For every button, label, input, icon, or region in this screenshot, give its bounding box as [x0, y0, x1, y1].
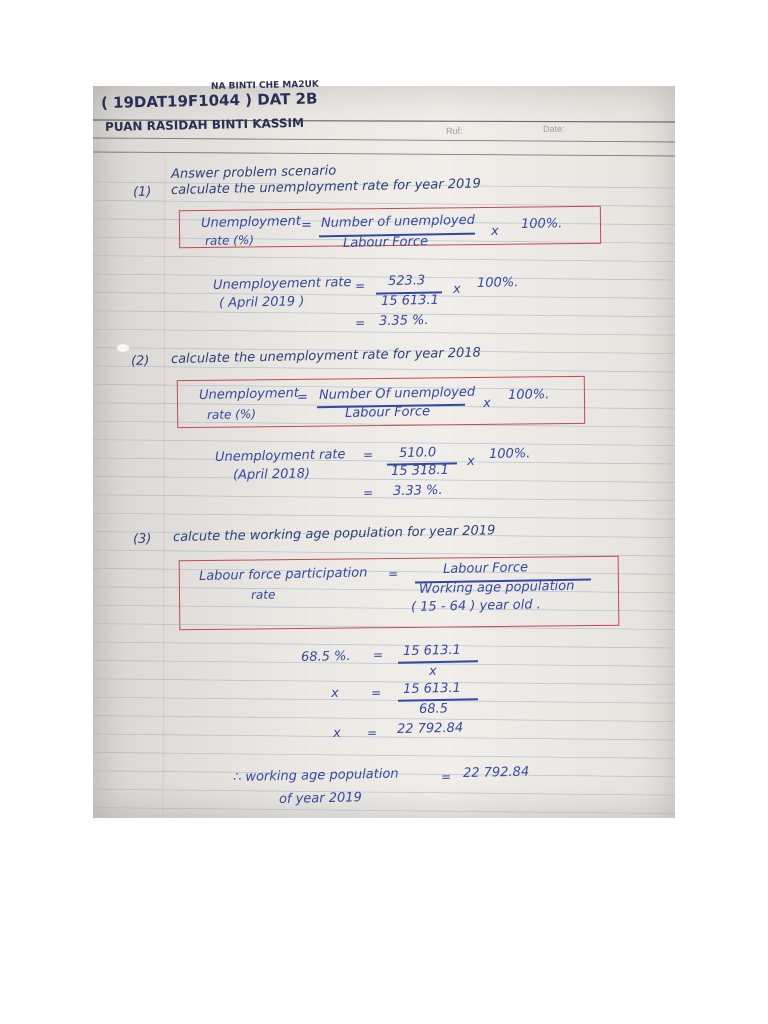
student-name-partial: NA BINTI CHE MA2UK — [210, 79, 319, 92]
ruled-line — [93, 476, 675, 482]
q1-calc-result: 3.35 %. — [378, 312, 429, 329]
ruled-line — [93, 660, 675, 666]
q2-calc-label-1: Unemployment rate — [214, 447, 346, 465]
q3-step1-lhs: 68.5 %. — [300, 648, 351, 665]
q2-formula-times: x — [482, 395, 491, 411]
ruled-line — [93, 458, 675, 464]
intro-text: Answer problem scenario — [170, 163, 337, 182]
q2-formula-numerator: Number Of unemployed — [318, 384, 476, 403]
ruled-line — [93, 274, 675, 280]
q1-calc-label-1: Unemployement rate — [212, 275, 352, 293]
q3-conclusion-2: of year 2019 — [278, 790, 363, 807]
q3-formula-lhs-2: rate — [250, 587, 276, 602]
header-rule — [93, 152, 675, 156]
ruled-line — [93, 716, 675, 722]
q2-formula-denominator: Labour Force — [344, 404, 431, 421]
q3-formula-numerator: Labour Force — [442, 560, 529, 577]
ruled-line — [93, 495, 675, 501]
q3-step3-eq: = — [366, 725, 378, 740]
q3-step2-lhs: x — [330, 685, 339, 701]
q2-calc-percent: 100%. — [488, 446, 531, 462]
q2-calc-eq2: = — [362, 485, 374, 500]
q1-calc-denominator: 15 613.1 — [380, 292, 440, 309]
q3-formula-denominator-2: ( 15 - 64 ) year old . — [410, 597, 541, 615]
q1-title: calculate the unemployment rate for year 2019 — [170, 176, 482, 198]
q1-formula-lhs-1: Unemployment — [200, 213, 302, 231]
q1-formula-denominator: Labour Force — [342, 234, 429, 251]
q2-number: (2) — [130, 353, 150, 369]
q1-calc-percent: 100%. — [476, 275, 519, 291]
ruled-line — [93, 789, 675, 795]
ruf-label: Ruf: — [445, 125, 463, 136]
header-rule — [93, 138, 675, 142]
q1-formula-eq: = — [300, 217, 313, 233]
ruled-line — [93, 513, 675, 519]
q3-step2-denominator: 68.5 — [418, 701, 449, 717]
q3-step1-eq: = — [372, 647, 384, 662]
q3-formula-lhs-1: Labour force participation — [198, 565, 368, 584]
q1-number: (1) — [132, 184, 152, 200]
ruled-line — [93, 642, 675, 648]
date-label: Date: — [542, 123, 565, 134]
q2-calc-numerator: 510.0 — [398, 445, 437, 461]
q2-formula-lhs-1: Unemployment — [198, 385, 300, 403]
q3-number: (3) — [132, 531, 152, 547]
ruled-line — [93, 808, 675, 814]
q3-title: calcute the working age population for year 2019 — [172, 523, 496, 545]
q2-calc-denominator: 15 318.1 — [390, 462, 450, 479]
q3-conclusion-1: ∴ working age population — [232, 766, 399, 785]
margin-line — [163, 156, 165, 818]
q2-formula-eq: = — [296, 389, 309, 405]
q3-step2-numerator: 15 613.1 — [402, 680, 462, 697]
lecturer-name: PUAN RASIDAH BINTI KASSIM — [104, 115, 305, 134]
q1-calc-times: x — [452, 281, 461, 297]
q2-calc-times: x — [466, 453, 475, 469]
q3-step1-denominator: x — [428, 663, 437, 679]
q3-conclusion-eq: = — [440, 769, 452, 784]
q1-formula-percent: 100%. — [520, 216, 563, 232]
q3-step3-value: 22 792.84 — [396, 720, 464, 737]
ruled-line — [93, 734, 675, 740]
q3-conclusion-value: 22 792.84 — [462, 764, 530, 781]
q2-calc-result: 3.33 %. — [392, 482, 443, 499]
q1-calc-eq2: = — [354, 315, 366, 330]
student-id-line: ( 19DAT19F1044 ) DAT 2B — [100, 89, 318, 112]
q2-formula-lhs-2: rate (%) — [206, 406, 257, 422]
q2-title: calculate the unemployment rate for year 2018 — [170, 345, 482, 367]
ruled-line — [93, 697, 675, 703]
ruled-line — [93, 256, 675, 262]
ruled-line — [93, 366, 675, 372]
ruled-line — [93, 752, 675, 758]
ruled-line — [93, 679, 675, 685]
q3-formula-denominator: Working age population — [418, 578, 575, 597]
q3-step2-eq: = — [370, 685, 382, 700]
q2-formula-percent: 100%. — [507, 387, 550, 403]
q1-formula-numerator: Number of unemployed — [320, 212, 476, 231]
q3-formula-eq: = — [387, 566, 399, 581]
q1-calc-eq1: = — [354, 278, 366, 293]
notebook-photo — [93, 79, 675, 818]
q3-step1-numerator: 15 613.1 — [402, 642, 462, 659]
q1-formula-times: x — [490, 223, 499, 239]
q1-calc-label-2: ( April 2019 ) — [218, 294, 305, 311]
q2-calc-label-2: (April 2018) — [232, 466, 311, 483]
ruled-line — [93, 440, 675, 446]
q3-step3-lhs: x — [332, 725, 341, 741]
q2-calc-eq1: = — [362, 447, 374, 462]
q1-calc-numerator: 523.3 — [387, 273, 426, 289]
ruled-line — [93, 329, 675, 335]
hole-punch-mark — [117, 344, 129, 352]
q1-formula-lhs-2: rate (%) — [204, 232, 255, 248]
